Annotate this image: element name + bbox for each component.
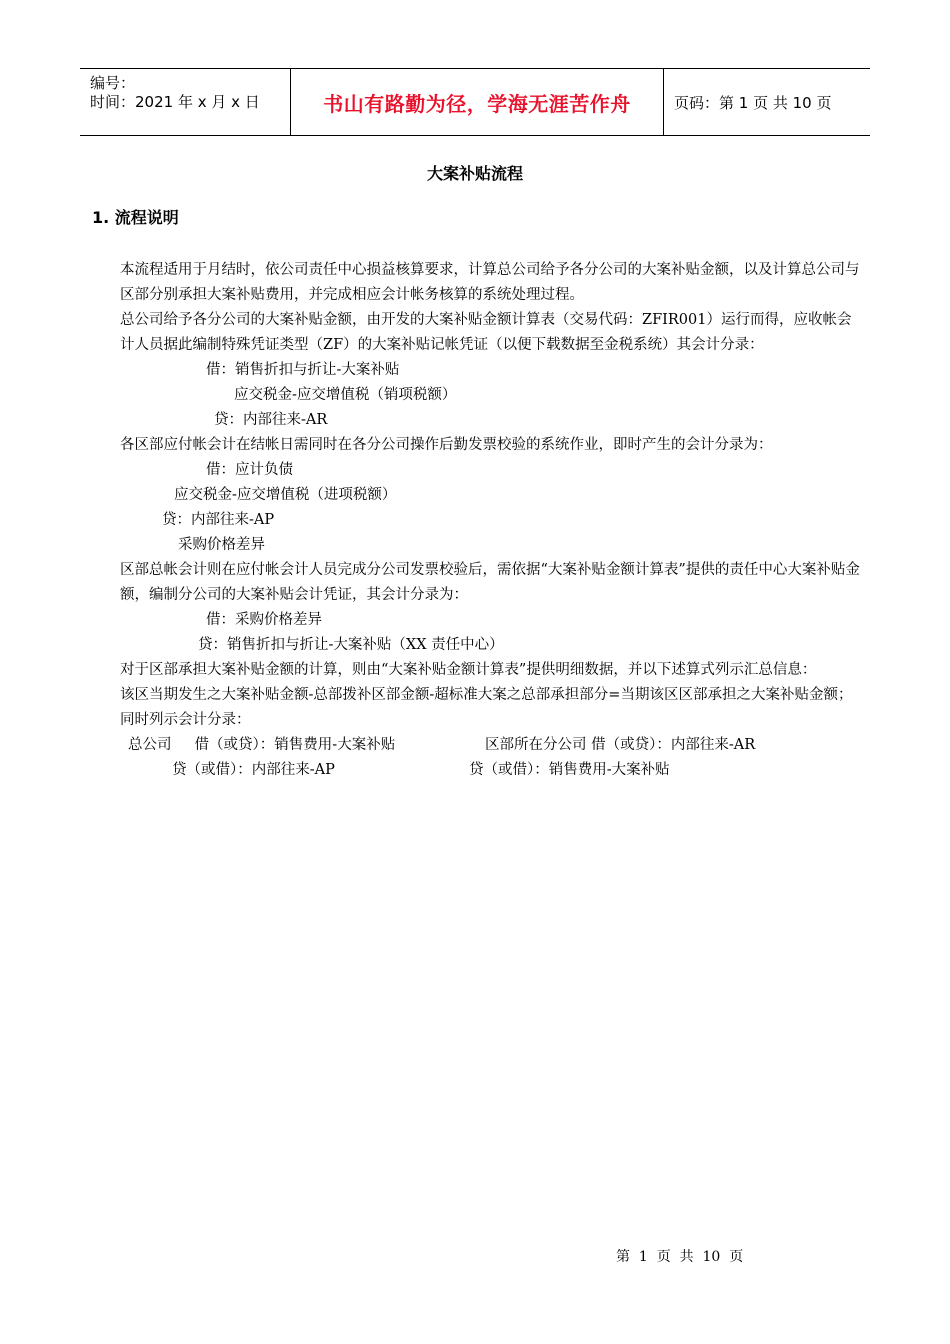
journal-entry-line: 贷（或借）：销售费用-大案补贴	[469, 762, 670, 778]
section-heading: 1. 流程说明	[92, 208, 179, 227]
paragraph: 对于区部承担大案补贴金额的计算，则由“大案补贴金额计算表”提供明细数据，并以下述算式列示汇总信息：	[120, 662, 817, 678]
journal-entry-line: 采购价格差异	[178, 537, 265, 553]
journal-entry-line: 总公司 借（或贷）：销售费用-大案补贴	[128, 737, 396, 753]
paragraph: 区部总帐会计则在应付帐会计人员完成分公司发票校验后，需依据“大案补贴金额计算表”提供的责任中心大案补贴金额，编制分公司的大案补贴会计凭证，其会计分录为：	[120, 562, 860, 603]
header-motto: 书山有路勤为径，学海无涯苦作舟	[323, 91, 631, 116]
paragraph: 该区当期发生之大案补贴金额-总部拨补区部金额-超标准大案之总部承担部分=当期该区区部承担之大案补贴金额；	[120, 687, 853, 703]
header-motto-cell	[291, 69, 664, 136]
journal-entry-line: 应交税金-应交增值税（销项税额）	[234, 387, 457, 403]
document-body	[120, 258, 862, 783]
header-table	[80, 68, 870, 136]
document-title: 大案补贴流程	[426, 164, 523, 183]
journal-entry-line: 贷：内部往来-AP	[162, 512, 275, 528]
paragraph: 总公司给予各分公司的大案补贴金额，由开发的大案补贴金额计算表（交易代码：ZFIR001）运行而得，应收帐会计人员据此编制特殊凭证类型（ZF）的大案补贴记帐凭证（以便下载数据至金税系统）其会计分录：	[120, 312, 852, 353]
journal-entry-line: 贷：内部往来-AR	[214, 412, 328, 428]
journal-entry-row	[120, 733, 862, 758]
document-time-label: 时间：2021 年 x 月 x 日	[90, 93, 260, 111]
journal-entry-line: 贷（或借）：内部往来-AP	[172, 762, 335, 778]
journal-entry-row	[120, 758, 862, 783]
paragraph: 本流程适用于月结时，依公司责任中心损益核算要求，计算总公司给予各分公司的大案补贴金额，以及计算总公司与区部分别承担大案补贴费用，并完成相应会计帐务核算的系统处理过程。	[120, 262, 860, 303]
paragraph: 各区部应付帐会计在结帐日需同时在各分公司操作后勤发票校验的系统作业，即时产生的会计分录为：	[120, 437, 773, 453]
journal-entry-line: 应交税金-应交增值税（进项税额）	[174, 487, 397, 503]
header-page-info: 页码：第 1 页 共 10 页	[664, 69, 871, 136]
paragraph: 同时列示会计分录：	[120, 712, 251, 728]
journal-entry-line: 区部所在分公司 借（或贷）：内部往来-AR	[485, 737, 756, 753]
header-left-cell	[80, 69, 291, 136]
journal-entry-line: 借：销售折扣与折让-大案补贴	[206, 362, 400, 378]
page-footer: 第 1 页 共 10 页	[616, 1249, 744, 1265]
journal-entry-line: 贷：销售折扣与折让-大案补贴（XX 责任中心）	[198, 637, 504, 653]
journal-entry-line: 借：采购价格差异	[206, 612, 322, 628]
journal-entry-line: 借：应计负债	[206, 462, 293, 478]
document-number-label: 编号：	[90, 74, 136, 92]
